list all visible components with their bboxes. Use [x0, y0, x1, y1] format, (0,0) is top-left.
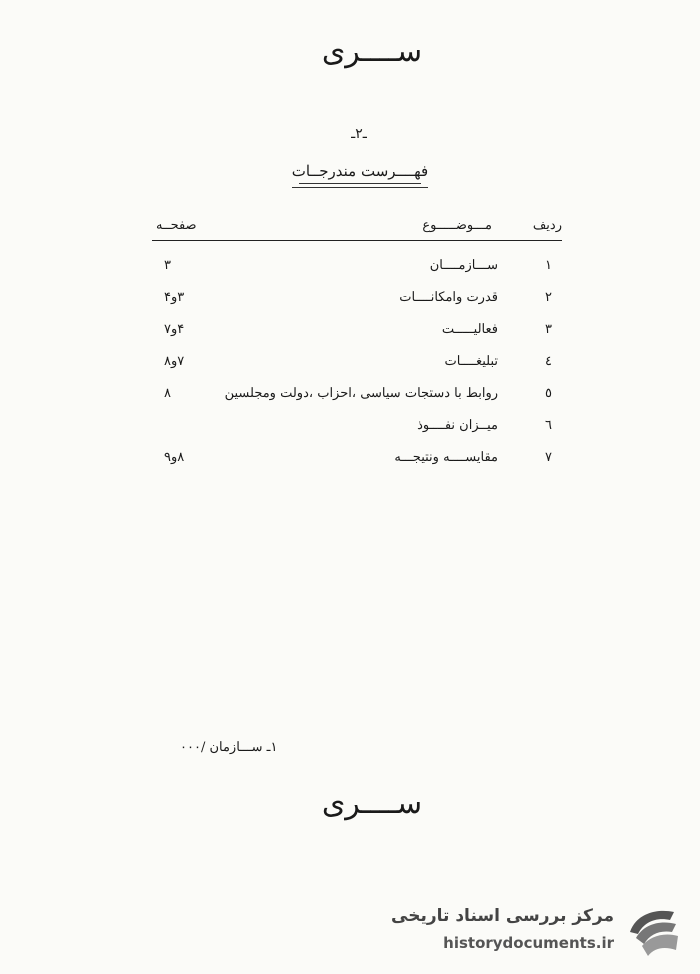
watermark-title: مرکز بررسی اسناد تاریخی [391, 906, 614, 926]
toc-row-subject: قدرت وامکانــــات [399, 290, 498, 305]
toc-row [152, 258, 562, 290]
toc-row [152, 354, 562, 386]
toc-row-number: ۱ [545, 258, 552, 273]
page-number [0, 126, 700, 142]
document-title-text: فهــــرست مندرجــات [292, 162, 428, 188]
watermark-url: historydocuments.ir [443, 934, 614, 952]
toc-row-subject: ســـازمــــان [429, 258, 498, 273]
toc-row-page: ۷و۸ [164, 354, 185, 369]
toc-table [152, 258, 562, 482]
toc-header-row: ردیف [532, 218, 562, 233]
classification-bottom: ســــری [321, 786, 423, 821]
toc-row-number: ٦ [545, 418, 552, 433]
watermark [391, 904, 686, 960]
toc-row-number: ۲ [545, 290, 552, 305]
toc-row-subject: روابط با دستجات سیاسی ،احزاب ،دولت ومجلسین [224, 386, 498, 401]
toc-row [152, 290, 562, 322]
page-number-text: ـ۲ـ [351, 126, 367, 142]
toc-row-subject: تبلیغــــات [444, 354, 498, 369]
toc-header [152, 218, 562, 241]
toc-row-page: ۳و۴ [164, 290, 185, 305]
toc-header-page: صفحــه [156, 218, 197, 233]
toc-row [152, 322, 562, 354]
toc-row-subject: میــزان نفــــوذ [417, 418, 498, 433]
document-title [0, 162, 700, 188]
toc-row-page: ۳ [164, 258, 171, 273]
toc-row-page: ۴و۷ [164, 322, 185, 337]
toc-row-number: ٤ [545, 354, 552, 369]
toc-row-subject: فعالیـــــت [441, 322, 498, 337]
classification-top: ســــری [321, 34, 423, 69]
toc-row [152, 450, 562, 482]
toc-row-page: ۸و۹ [164, 450, 185, 465]
toc-row-subject: مقایســــه ونتیجـــه [394, 450, 498, 465]
toc-row-number: ۷ [545, 450, 552, 465]
toc-row-number: ٥ [545, 386, 552, 401]
toc-row-number: ۳ [545, 322, 552, 337]
toc-row [152, 386, 562, 418]
footnote: ۱ـ ســـازمان /۰۰۰ [180, 740, 278, 755]
toc-header-subject: مـــوضـــــوع [422, 218, 492, 233]
toc-row [152, 418, 562, 450]
book-logo-icon [626, 906, 682, 958]
toc-row-page: ۸ [164, 386, 171, 401]
